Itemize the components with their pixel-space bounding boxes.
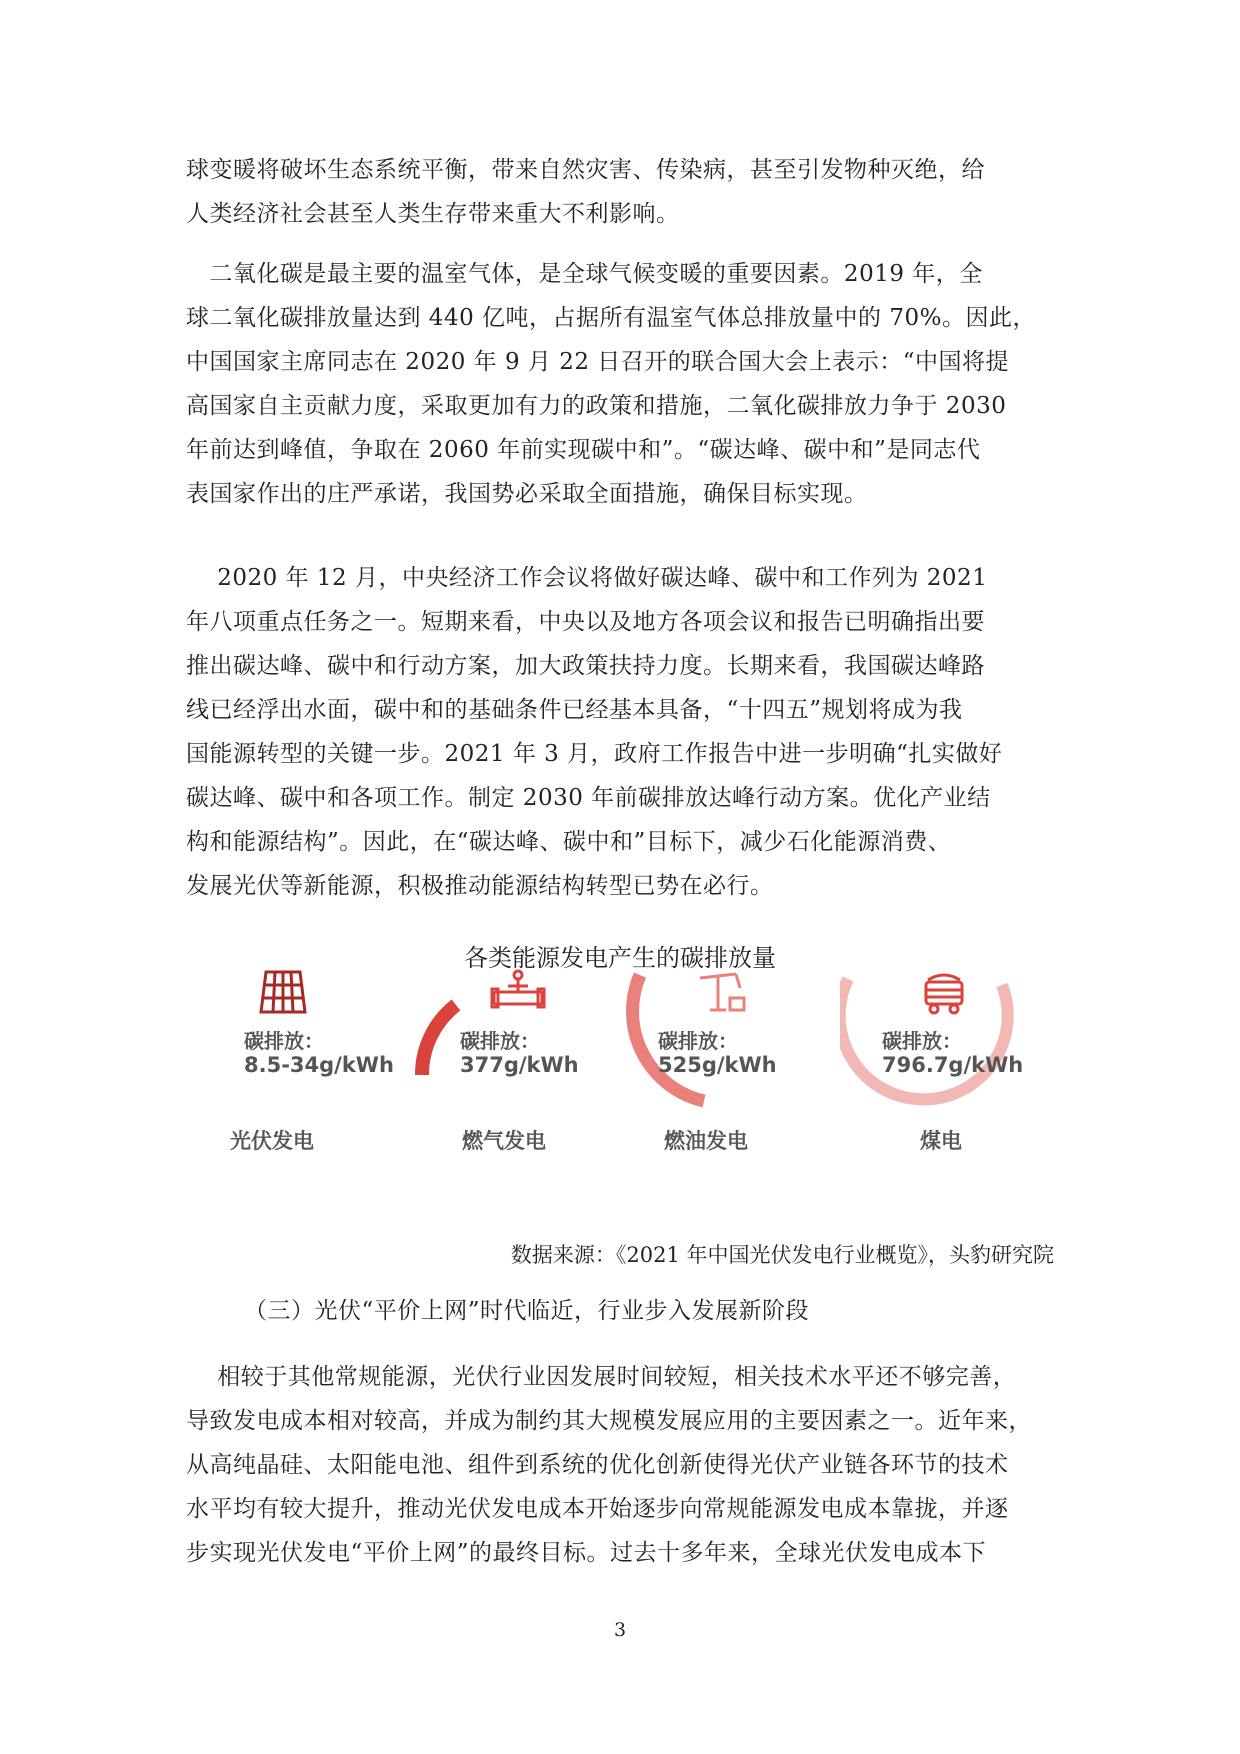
text-line: 年八项重点任务之一。短期来看，中央以及地方各项会议和报告已明确指出要	[186, 609, 985, 635]
energy-name: 燃气发电	[462, 1129, 546, 1153]
text-line: 2020 年 12 月，中央经济工作会议将做好碳达峰、碳中和工作列为 2021	[186, 565, 988, 591]
text-line: 中国国家主席同志在 2020 年 9 月 22 日召开的联合国大会上表示：“中国将提	[186, 349, 1010, 375]
data-source: 数据来源：《2021 年中国光伏发电行业概览》，头豹研究院	[510, 1243, 1054, 1267]
text-line: 相较于其他常规能源，光伏行业因发展时间较短，相关技术水平还不够完善，	[186, 1364, 1017, 1390]
text-line: 国能源转型的关键一步。2021 年 3 月，政府工作报告中进一步明确“扎实做好	[186, 741, 1003, 767]
text-line: 发展光伏等新能源，积极推动能源结构转型已势在必行。	[186, 873, 774, 899]
text-line: 步实现光伏发电“平价上网”的最终目标。过去十多年来，全球光伏发电成本下	[186, 1540, 987, 1566]
emission-value: 796.7g/kWh	[882, 1053, 1024, 1077]
emission-label: 碳排放：	[244, 1029, 324, 1053]
text-line: 表国家作出的庄严承诺，我国势必采取全面措施，确保目标实现。	[186, 481, 868, 507]
emission-value: 8.5-34g/kWh	[244, 1053, 394, 1077]
text-line: 构和能源结构”。因此，在“碳达峰、碳中和”目标下，减少石化能源消费、	[186, 829, 952, 855]
text-line: 球二氧化碳排放量达到 440 亿吨，占据所有温室气体总排放量中的 70%。因此，	[186, 305, 1036, 331]
paragraph-3	[186, 556, 1066, 908]
gas-valve-icon	[490, 968, 546, 1016]
text-line: 线已经浮出水面，碳中和的基础条件已经基本具备，“十四五”规划将成为我	[186, 697, 963, 723]
figure-title: 各类能源发电产生的碳排放量	[464, 944, 776, 972]
text-line: 人类经济社会甚至人类生存带来重大不利影响。	[186, 201, 680, 227]
emission-label: 碳排放：	[460, 1029, 540, 1053]
paragraph-1	[186, 148, 1066, 236]
coal-cart-icon	[918, 968, 970, 1016]
solar-panel-icon	[258, 968, 308, 1016]
section-heading: （三）光伏“平价上网”时代临近，行业步入发展新阶段	[244, 1298, 810, 1324]
figure-item-gas	[410, 965, 610, 1175]
text-line: 水平均有较大提升，推动光伏发电成本开始逐步向常规能源发电成本靠拢，并逐	[186, 1496, 1009, 1522]
energy-name: 光伏发电	[230, 1129, 314, 1153]
figure-item-solar	[200, 965, 400, 1175]
text-line: 二氧化碳是最主要的温室气体，是全球气候变暖的重要因素。2019 年，全	[186, 261, 983, 287]
energy-name: 燃油发电	[664, 1129, 748, 1153]
energy-name: 煤电	[920, 1129, 962, 1153]
text-line: 碳达峰、碳中和各项工作。制定 2030 年前碳排放达峰行动方案。优化产业结	[186, 785, 991, 811]
paragraph-4	[186, 1355, 1066, 1575]
text-line: 推出碳达峰、碳中和行动方案，加大政策扶持力度。长期来看，我国碳达峰路	[186, 653, 985, 679]
text-line: 从高纯晶硅、太阳能电池、组件到系统的优化创新使得光伏产业链各环节的技术	[186, 1452, 1009, 1478]
page-number: 3	[613, 1619, 627, 1641]
figure-item-oil	[618, 965, 818, 1175]
emission-label: 碳排放：	[658, 1029, 738, 1053]
emissions-figure	[200, 965, 1080, 1175]
oil-pump-icon	[696, 968, 748, 1016]
text-line: 球变暖将破坏生态系统平衡，带来自然灾害、传染病，甚至引发物种灭绝，给	[186, 157, 985, 183]
text-line: 导致发电成本相对较高，并成为制约其大规模发展应用的主要因素之一。近年来，	[186, 1408, 1032, 1434]
figure-item-coal	[840, 965, 1040, 1175]
emission-label: 碳排放：	[882, 1029, 962, 1053]
emission-value: 525g/kWh	[658, 1053, 777, 1077]
emission-value: 377g/kWh	[460, 1053, 579, 1077]
text-line: 高国家自主贡献力度，采取更加有力的政策和措施，二氧化碳排放力争于 2030	[186, 393, 1007, 419]
paragraph-2	[186, 252, 1066, 516]
text-line: 年前达到峰值，争取在 2060 年前实现碳中和”。“碳达峰、碳中和”是同志代	[186, 437, 981, 463]
